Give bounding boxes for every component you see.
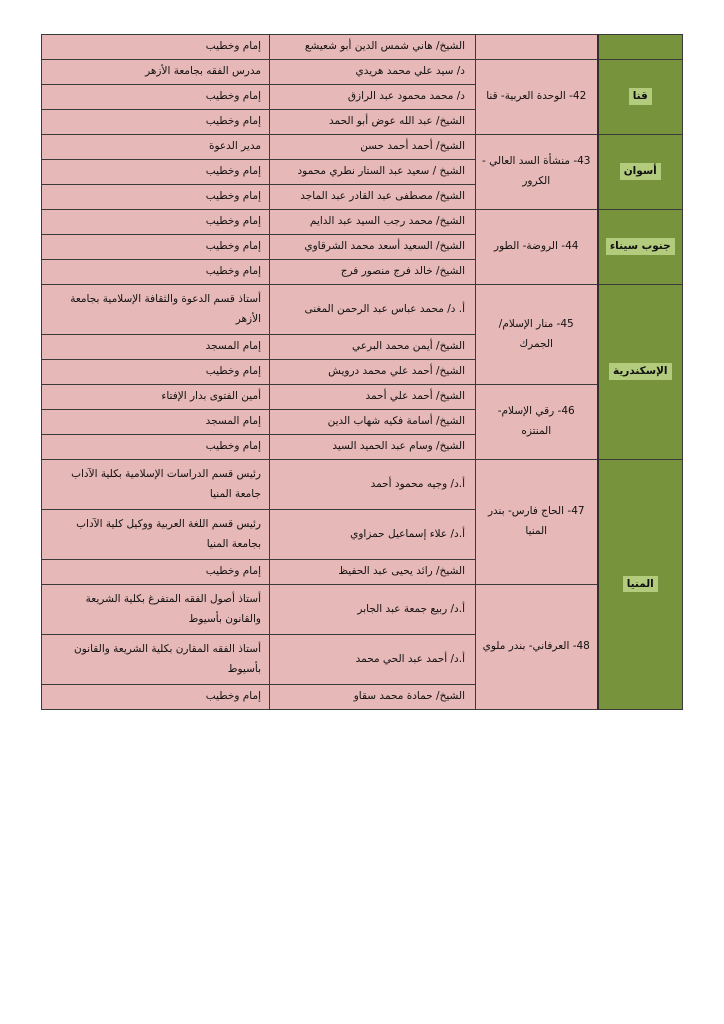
mosque-cell: 44- الروضة- الطور [476, 210, 598, 285]
person-role: إمام وخطيب [42, 235, 270, 260]
person-role: مدير الدعوة [42, 135, 270, 160]
table-row [42, 285, 683, 335]
person-role: إمام وخطيب [42, 185, 270, 210]
person-role: إمام وخطيب [42, 110, 270, 135]
person-role: إمام المسجد [42, 335, 270, 360]
person-role: إمام وخطيب [42, 560, 270, 585]
person-name: الشيخ/ خالد فرج منصور فرج [270, 260, 476, 285]
governorate-name: قنا [629, 88, 652, 105]
imams-schedule-table [41, 34, 683, 710]
governorate-cell [598, 285, 683, 460]
governorate-cell [598, 60, 683, 135]
person-role: إمام وخطيب [42, 260, 270, 285]
person-name: د/ سيد علي محمد هريدي [270, 60, 476, 85]
person-role: رئيس قسم اللغة العربية ووكيل كلية الآداب بجامعة المنيا [42, 510, 270, 560]
person-name: الشيخ / سعيد عبد الستار نطري محمود [270, 160, 476, 185]
person-role: إمام وخطيب [42, 435, 270, 460]
person-role: أمين الفتوى بدار الإفتاء [42, 385, 270, 410]
person-name: الشيخ/ أحمد علي محمد درويش [270, 360, 476, 385]
person-role: مدرس الفقه بجامعة الأزهر [42, 60, 270, 85]
person-role: إمام وخطيب [42, 210, 270, 235]
person-name: الشيخ/ محمد رجب السيد عبد الدايم [270, 210, 476, 235]
person-role: إمام وخطيب [42, 160, 270, 185]
table-row [42, 35, 683, 60]
governorate-name: المنيا [623, 576, 658, 593]
person-name: أ. د/ محمد عباس عبد الرحمن المغنى [270, 285, 476, 335]
table-row [42, 385, 683, 410]
person-role: إمام وخطيب [42, 685, 270, 710]
person-name: الشيخ/ أيمن محمد البرعي [270, 335, 476, 360]
person-name: الشيخ/ حمادة محمد سقاو [270, 685, 476, 710]
person-role: رئيس قسم الدراسات الإسلامية بكلية الآداب جامعة المنيا [42, 460, 270, 510]
mosque-cell: 48- العرفاني- بندر ملوي [476, 585, 598, 710]
governorate-cell [598, 210, 683, 285]
mosque-cell [476, 35, 598, 60]
mosque-cell: 42- الوحدة العربية- قنا [476, 60, 598, 135]
person-name: الشيخ/ رائد يحيى عبد الحفيظ [270, 560, 476, 585]
mosque-cell: 45- منار الإسلام/ الجمرك [476, 285, 598, 385]
person-name: أ.د/ وجيه محمود أحمد [270, 460, 476, 510]
table-row [42, 60, 683, 85]
person-role: أستاذ أصول الفقه المتفرغ بكلية الشريعة والقانون بأسيوط [42, 585, 270, 635]
governorate-name: جنوب سيناء [606, 238, 675, 255]
table-row [42, 460, 683, 510]
person-role: أستاذ قسم الدعوة والثقافة الإسلامية بجامعة الأزهر [42, 285, 270, 335]
person-name: الشيخ/ أحمد علي أحمد [270, 385, 476, 410]
person-name: أ.د/ ربيع جمعة عبد الجابر [270, 585, 476, 635]
person-name: الشيخ/ عبد الله عوض أبو الحمد [270, 110, 476, 135]
mosque-cell: 43- منشأة السد العالي - الكرور [476, 135, 598, 210]
table-row [42, 585, 683, 635]
person-role: إمام المسجد [42, 410, 270, 435]
person-role: أستاذ الفقه المقارن بكلية الشريعة والقانون بأسيوط [42, 635, 270, 685]
person-name: الشيخ/ أحمد أحمد حسن [270, 135, 476, 160]
person-name: الشيخ/ أسامة فكيه شهاب الدين [270, 410, 476, 435]
governorate-name: أسوان [620, 163, 661, 180]
person-name: د/ محمد محمود عبد الرازق [270, 85, 476, 110]
table-row [42, 210, 683, 235]
person-name: أ.د/ أحمد عبد الحي محمد [270, 635, 476, 685]
governorate-name: الإسكندرية [609, 363, 672, 380]
person-name: الشيخ/ السعيد أسعد محمد الشرقاوي [270, 235, 476, 260]
governorate-cell [598, 35, 683, 60]
person-name: الشيخ/ مصطفى عبد القادر عبد الماجد [270, 185, 476, 210]
person-name: الشيخ/ وسام عبد الحميد السيد [270, 435, 476, 460]
mosque-cell: 47- الحاج فارس- بندر المنيا [476, 460, 598, 585]
person-name: الشيخ/ هاني شمس الدين أبو شعيشع [270, 35, 476, 60]
person-role: إمام وخطيب [42, 360, 270, 385]
table-row [42, 135, 683, 160]
person-role: إمام وخطيب [42, 85, 270, 110]
person-name: أ.د/ علاء إسماعيل حمزاوي [270, 510, 476, 560]
governorate-cell [598, 135, 683, 210]
mosque-cell: 46- رقي الإسلام- المنتزه [476, 385, 598, 460]
person-role: إمام وخطيب [42, 35, 270, 60]
governorate-cell [598, 460, 683, 710]
